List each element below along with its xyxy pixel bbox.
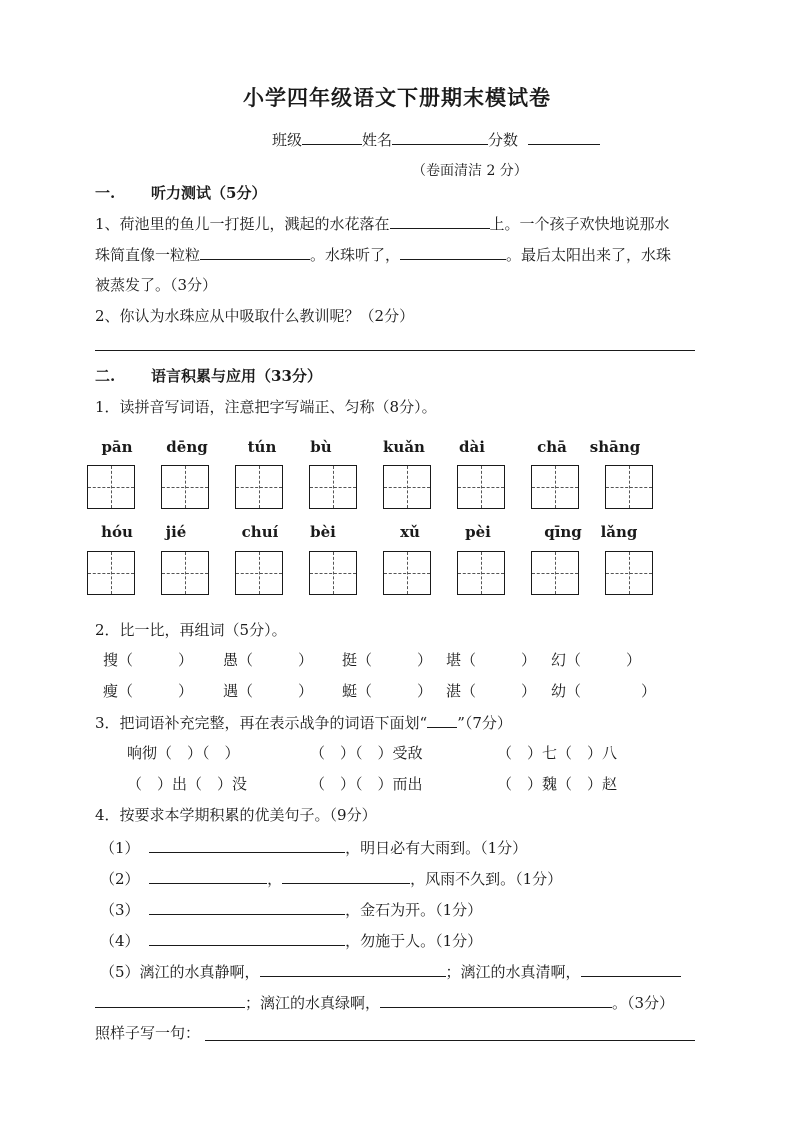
writing-grid-box[interactable]	[309, 465, 357, 509]
writing-grid-box[interactable]	[383, 465, 431, 509]
class-blank[interactable]	[302, 128, 362, 145]
item-tail: ，明日必有大雨到。（1分）	[345, 839, 528, 857]
s2-q4-item4	[100, 929, 482, 951]
idiom-item[interactable]: 响彻（ ）（ ）	[127, 744, 240, 762]
idiom-item[interactable]: （ ）（ ）而出	[310, 775, 423, 793]
writing-grid-box[interactable]	[457, 551, 505, 595]
s1-q1-blank2[interactable]	[200, 243, 310, 260]
idiom-item[interactable]: （ ）七（ ）八	[497, 744, 618, 762]
s2-q3-prompt	[95, 711, 512, 733]
sentence-blank[interactable]	[95, 991, 245, 1008]
s2-q4-item1	[100, 836, 527, 858]
writing-grid-box[interactable]	[161, 551, 209, 595]
s2-q3-prompt-a: 3．把词语补充完整，再在表示战争的词语下面划“	[95, 714, 428, 732]
s1-q1-line3: 被蒸发了。（3分）	[95, 276, 218, 294]
pinyin-label: tún	[247, 438, 277, 456]
writing-grid-box[interactable]	[605, 465, 653, 509]
name-label: 姓名	[362, 131, 393, 149]
item-number: （2）	[100, 870, 140, 888]
writing-grid-box[interactable]	[309, 551, 357, 595]
pinyin-label: lǎng	[600, 523, 638, 541]
score-label: 分数	[488, 131, 519, 149]
s1-q1-line2	[95, 243, 671, 265]
pinyin-label: qīng	[544, 523, 582, 541]
s2-q2-prompt: 2．比一比，再组词（5分）。	[95, 621, 287, 639]
item5-text-a: （5）漓江的水真静啊，	[100, 963, 260, 981]
item-number: （3）	[100, 901, 140, 919]
s2-q3-prompt-b: ”（7分）	[457, 714, 512, 732]
s2-q3-row2	[0, 773, 794, 795]
sentence-blank[interactable]	[260, 960, 446, 977]
name-blank[interactable]	[392, 128, 488, 145]
imitate-answer-line[interactable]	[205, 1040, 695, 1041]
section1-heading: 听力测试（5分）	[151, 184, 267, 202]
section1-number: 一.	[95, 184, 116, 202]
header-info-line	[272, 128, 600, 150]
score-blank[interactable]	[528, 128, 600, 145]
s2-q3-row1	[0, 742, 794, 764]
writing-grid-box[interactable]	[161, 465, 209, 509]
pinyin-label: xǔ	[400, 523, 420, 541]
item5-text-c: ；漓江的水真绿啊，	[245, 994, 381, 1012]
word-pair-item[interactable]: 遇（ ）	[223, 682, 314, 700]
word-pair-item[interactable]: 堪（ ）	[446, 651, 537, 669]
s2-q1-prompt: 1．读拼音写词语，注意把字写端正、匀称（8分）。	[95, 398, 437, 416]
s2-q4-item3	[100, 898, 482, 920]
item5-text-d: 。（3分）	[612, 994, 675, 1012]
word-pair-item[interactable]: 幼（ ）	[551, 682, 657, 700]
s1-q1-text-d: 。水珠听了，	[310, 246, 401, 264]
word-pair-item[interactable]: 挺（ ）	[342, 651, 433, 669]
idiom-item[interactable]: （ ）魏（ ）赵	[497, 775, 618, 793]
sentence-blank[interactable]	[149, 898, 345, 915]
writing-grid-box[interactable]	[87, 465, 135, 509]
item-comma: ，	[267, 870, 283, 888]
writing-grid-box[interactable]	[235, 465, 283, 509]
writing-grid-box[interactable]	[605, 551, 653, 595]
s1-q1-blank1[interactable]	[390, 212, 490, 229]
s1-q1-text-a: 1、荷池里的鱼儿一打挺儿，溅起的水花落在	[95, 215, 390, 233]
pinyin-label: dài	[459, 438, 485, 456]
word-pair-item[interactable]: 蜓（ ）	[342, 682, 433, 700]
s1-q1-text-c: 珠简直像一粒粒	[95, 246, 201, 264]
word-pair-item[interactable]: 湛（ ）	[446, 682, 537, 700]
sentence-blank[interactable]	[282, 867, 410, 884]
writing-grid-box[interactable]	[531, 551, 579, 595]
idiom-item[interactable]: （ ）（ ）受敌	[310, 744, 423, 762]
pinyin-label: bèi	[310, 523, 336, 541]
underline-sample	[427, 711, 457, 728]
pinyin-label: jié	[165, 523, 187, 541]
item5-text-b: ；漓江的水真清啊，	[445, 963, 581, 981]
writing-grid-box[interactable]	[383, 551, 431, 595]
s2-q4-item5-line1	[100, 960, 681, 982]
writing-grid-box[interactable]	[235, 551, 283, 595]
pinyin-label: chā	[537, 438, 567, 456]
writing-grid-box[interactable]	[457, 465, 505, 509]
pinyin-label: chuí	[241, 523, 279, 541]
sentence-blank[interactable]	[581, 960, 681, 977]
word-pair-item[interactable]: 愚（ ）	[223, 651, 314, 669]
s1-q1-blank3[interactable]	[400, 243, 506, 260]
writing-grid-box[interactable]	[87, 551, 135, 595]
s2-q2-row1	[0, 649, 794, 671]
s1-q1-text-b: 上。一个孩子欢快地说那水	[489, 215, 670, 233]
sentence-blank[interactable]	[149, 929, 345, 946]
item-tail: ，金石为开。（1分）	[345, 901, 483, 919]
word-pair-item[interactable]: 瘦（ ）	[103, 682, 194, 700]
s1-q1-text-e: 。最后太阳出来了，水珠	[506, 246, 672, 264]
pinyin-label: bù	[310, 438, 332, 456]
s1-q2: 2、你认为水珠应从中吸取什么教训呢？（2分）	[95, 307, 415, 325]
pinyin-label: kuǎn	[383, 438, 425, 456]
sentence-blank[interactable]	[149, 867, 267, 884]
item-tail: ，勿施于人。（1分）	[345, 932, 483, 950]
pinyin-label: pèi	[465, 523, 491, 541]
sentence-blank[interactable]	[149, 836, 345, 853]
sentence-blank[interactable]	[380, 991, 612, 1008]
s2-q2-row2	[0, 680, 794, 702]
word-pair-item[interactable]: 搜（ ）	[103, 651, 194, 669]
s1-q2-answer-line[interactable]	[95, 350, 695, 351]
s1-q1-line1	[95, 212, 670, 234]
item-number: （1）	[100, 839, 140, 857]
clean-note: （卷面清洁 2 分）	[412, 163, 528, 179]
word-pair-item[interactable]: 幻（ ）	[551, 651, 642, 669]
section2-number: 二.	[95, 367, 116, 385]
pinyin-label: hóu	[101, 523, 133, 541]
s2-q4-item2	[100, 867, 562, 889]
exam-title: 小学四年级语文下册期末模试卷	[243, 85, 551, 110]
item-tail: ，风雨不久到。（1分）	[410, 870, 563, 888]
class-label: 班级	[272, 131, 303, 149]
idiom-item[interactable]: （ ）出（ ）没	[127, 775, 248, 793]
s2-q4-prompt: 4．按要求本学期积累的优美句子。（9分）	[95, 806, 377, 824]
imitate-label: 照样子写一句：	[95, 1024, 201, 1042]
pinyin-label: pān	[101, 438, 133, 456]
s2-q4-item5-line2	[95, 991, 674, 1013]
writing-grid-box[interactable]	[531, 465, 579, 509]
pinyin-label: dēng	[166, 438, 208, 456]
pinyin-label: shāng	[589, 438, 641, 456]
item-number: （4）	[100, 932, 140, 950]
section2-heading: 语言积累与应用（33分）	[151, 367, 322, 385]
